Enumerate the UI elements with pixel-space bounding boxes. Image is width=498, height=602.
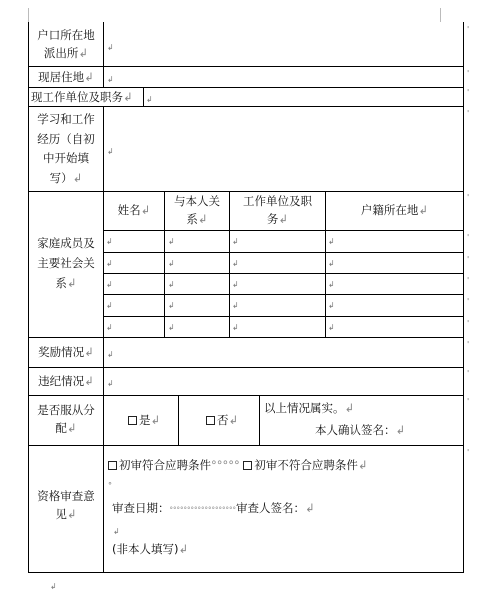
row-line (28, 395, 464, 396)
paragraph-mark: ↲ (107, 75, 114, 84)
trailing-paragraph-mark: ↲ (50, 582, 57, 591)
row-end-mark: ' (467, 193, 470, 202)
cell-mark: ↲ (168, 301, 175, 310)
family-header-relation: 与本人关 系↲ (174, 194, 220, 226)
family-header-name: 姓名↲ (117, 203, 151, 217)
checkbox-icon[interactable] (243, 461, 252, 470)
cell-mark: ↲ (232, 259, 239, 268)
cell-mark: ↲ (106, 280, 113, 289)
row-end-mark: ' (467, 69, 470, 78)
row-end-mark: ' (467, 369, 470, 378)
cell-mark: ↲ (106, 237, 113, 246)
review-note: (非本人填写)↲ (112, 542, 189, 556)
reassign-col-line (259, 395, 260, 445)
family-row-line (103, 273, 464, 274)
cell-mark: ↲ (168, 280, 175, 289)
row-end-mark: ' (467, 448, 470, 457)
review-fail-option[interactable]: 初审不符合应聘条件 (254, 458, 358, 472)
reassign-no-option[interactable]: 否↲ (206, 411, 238, 429)
family-row-line (103, 316, 464, 317)
cell-mark: ↲ (168, 323, 175, 332)
review-signer-label: 审查人签名： (236, 501, 305, 515)
declaration-line2: 本人确认签名：↲ (315, 423, 406, 437)
cell-mark: ↲ (232, 301, 239, 310)
label-column-divider (103, 106, 104, 572)
paragraph-mark: ° (108, 481, 112, 490)
cell-mark: ↲ (168, 259, 175, 268)
family-row-line (103, 252, 464, 253)
table-right-border (463, 22, 464, 573)
table-bottom-border (28, 572, 464, 573)
page-corner-mark-right (440, 8, 441, 22)
row-end-mark: ' (467, 25, 470, 34)
cell-mark: ↲ (106, 301, 113, 310)
row-line (28, 66, 464, 67)
page-corner-mark-left (28, 8, 29, 22)
cell-mark: ↲ (168, 237, 175, 246)
reassign-col-line (178, 395, 179, 445)
review-options-line: 初审符合应聘条件°°°°° 初审不符合应聘条件↲ (108, 456, 368, 474)
row-end-mark: ' (467, 276, 470, 285)
paragraph-mark: ↲ (146, 95, 153, 104)
row-end-mark: ' (467, 233, 470, 242)
family-row-line (103, 230, 464, 231)
cell-mark: ↲ (232, 280, 239, 289)
resume-label: 学习和工作 经历（自初 中开始填 写）↲ (37, 112, 95, 185)
row-line (28, 337, 464, 338)
family-header-hukou: 户籍所在地↲ (360, 203, 429, 217)
checkbox-icon[interactable] (128, 416, 137, 425)
paragraph-mark: ↲ (107, 379, 114, 388)
row-end-mark: ' (467, 340, 470, 349)
cell-mark: ↲ (328, 301, 335, 310)
row-end-mark: ' (467, 255, 470, 264)
row-end-mark: ' (467, 319, 470, 328)
cell-mark: ↲ (328, 323, 335, 332)
family-row-line (103, 294, 464, 295)
label-column-divider (103, 22, 104, 87)
declaration-line1: 以上情况属实。↲ (264, 401, 355, 415)
row-end-mark: ' (467, 397, 470, 406)
cell-mark: ↲ (106, 323, 113, 332)
paragraph-mark: ↲ (107, 147, 114, 156)
checkbox-icon[interactable] (108, 461, 117, 470)
row-end-mark: ' (467, 109, 470, 118)
family-label: 家庭成员及 主要社会关 系↲ (37, 236, 95, 290)
cell-mark: ↲ (232, 237, 239, 246)
work-label-divider (143, 87, 144, 106)
cell-mark: ↲ (328, 237, 335, 246)
review-date-label: 审查日期： (112, 501, 170, 515)
paragraph-mark: ↲ (107, 350, 114, 359)
row-line (28, 367, 464, 368)
review-label: 资格审查意 见↲ (37, 489, 95, 521)
reassign-label: 是否服从分 配↲ (37, 403, 95, 435)
current-work-label: 现工作单位及职务↲ (31, 90, 133, 104)
review-signature-line: 审查日期：°°°°°°°°°°°°°°°°°°°审查人签名：↲ (112, 501, 315, 515)
cell-mark: ↲ (106, 259, 113, 268)
reassign-yes-option[interactable]: 是↲ (128, 411, 160, 429)
discipline-label: 违纪情况↲ (38, 374, 94, 388)
review-pass-option[interactable]: 初审符合应聘条件 (119, 458, 211, 472)
current-address-label: 现居住地↲ (38, 70, 94, 84)
hukou-station-label: 户口所在地 派出所↲ (37, 28, 95, 60)
cell-mark: ↲ (232, 323, 239, 332)
row-end-mark: ' (467, 88, 470, 97)
row-line (28, 445, 464, 446)
awards-label: 奖励情况↲ (38, 345, 94, 359)
row-end-mark: ' (467, 297, 470, 306)
paragraph-mark: ↲ (107, 43, 114, 52)
paragraph-mark: ↲ (113, 527, 120, 536)
row-line (28, 106, 464, 107)
checkbox-icon[interactable] (206, 416, 215, 425)
family-header-work: 工作单位及职 务↲ (243, 194, 312, 226)
cell-mark: ↲ (328, 259, 335, 268)
cell-mark: ↲ (328, 280, 335, 289)
